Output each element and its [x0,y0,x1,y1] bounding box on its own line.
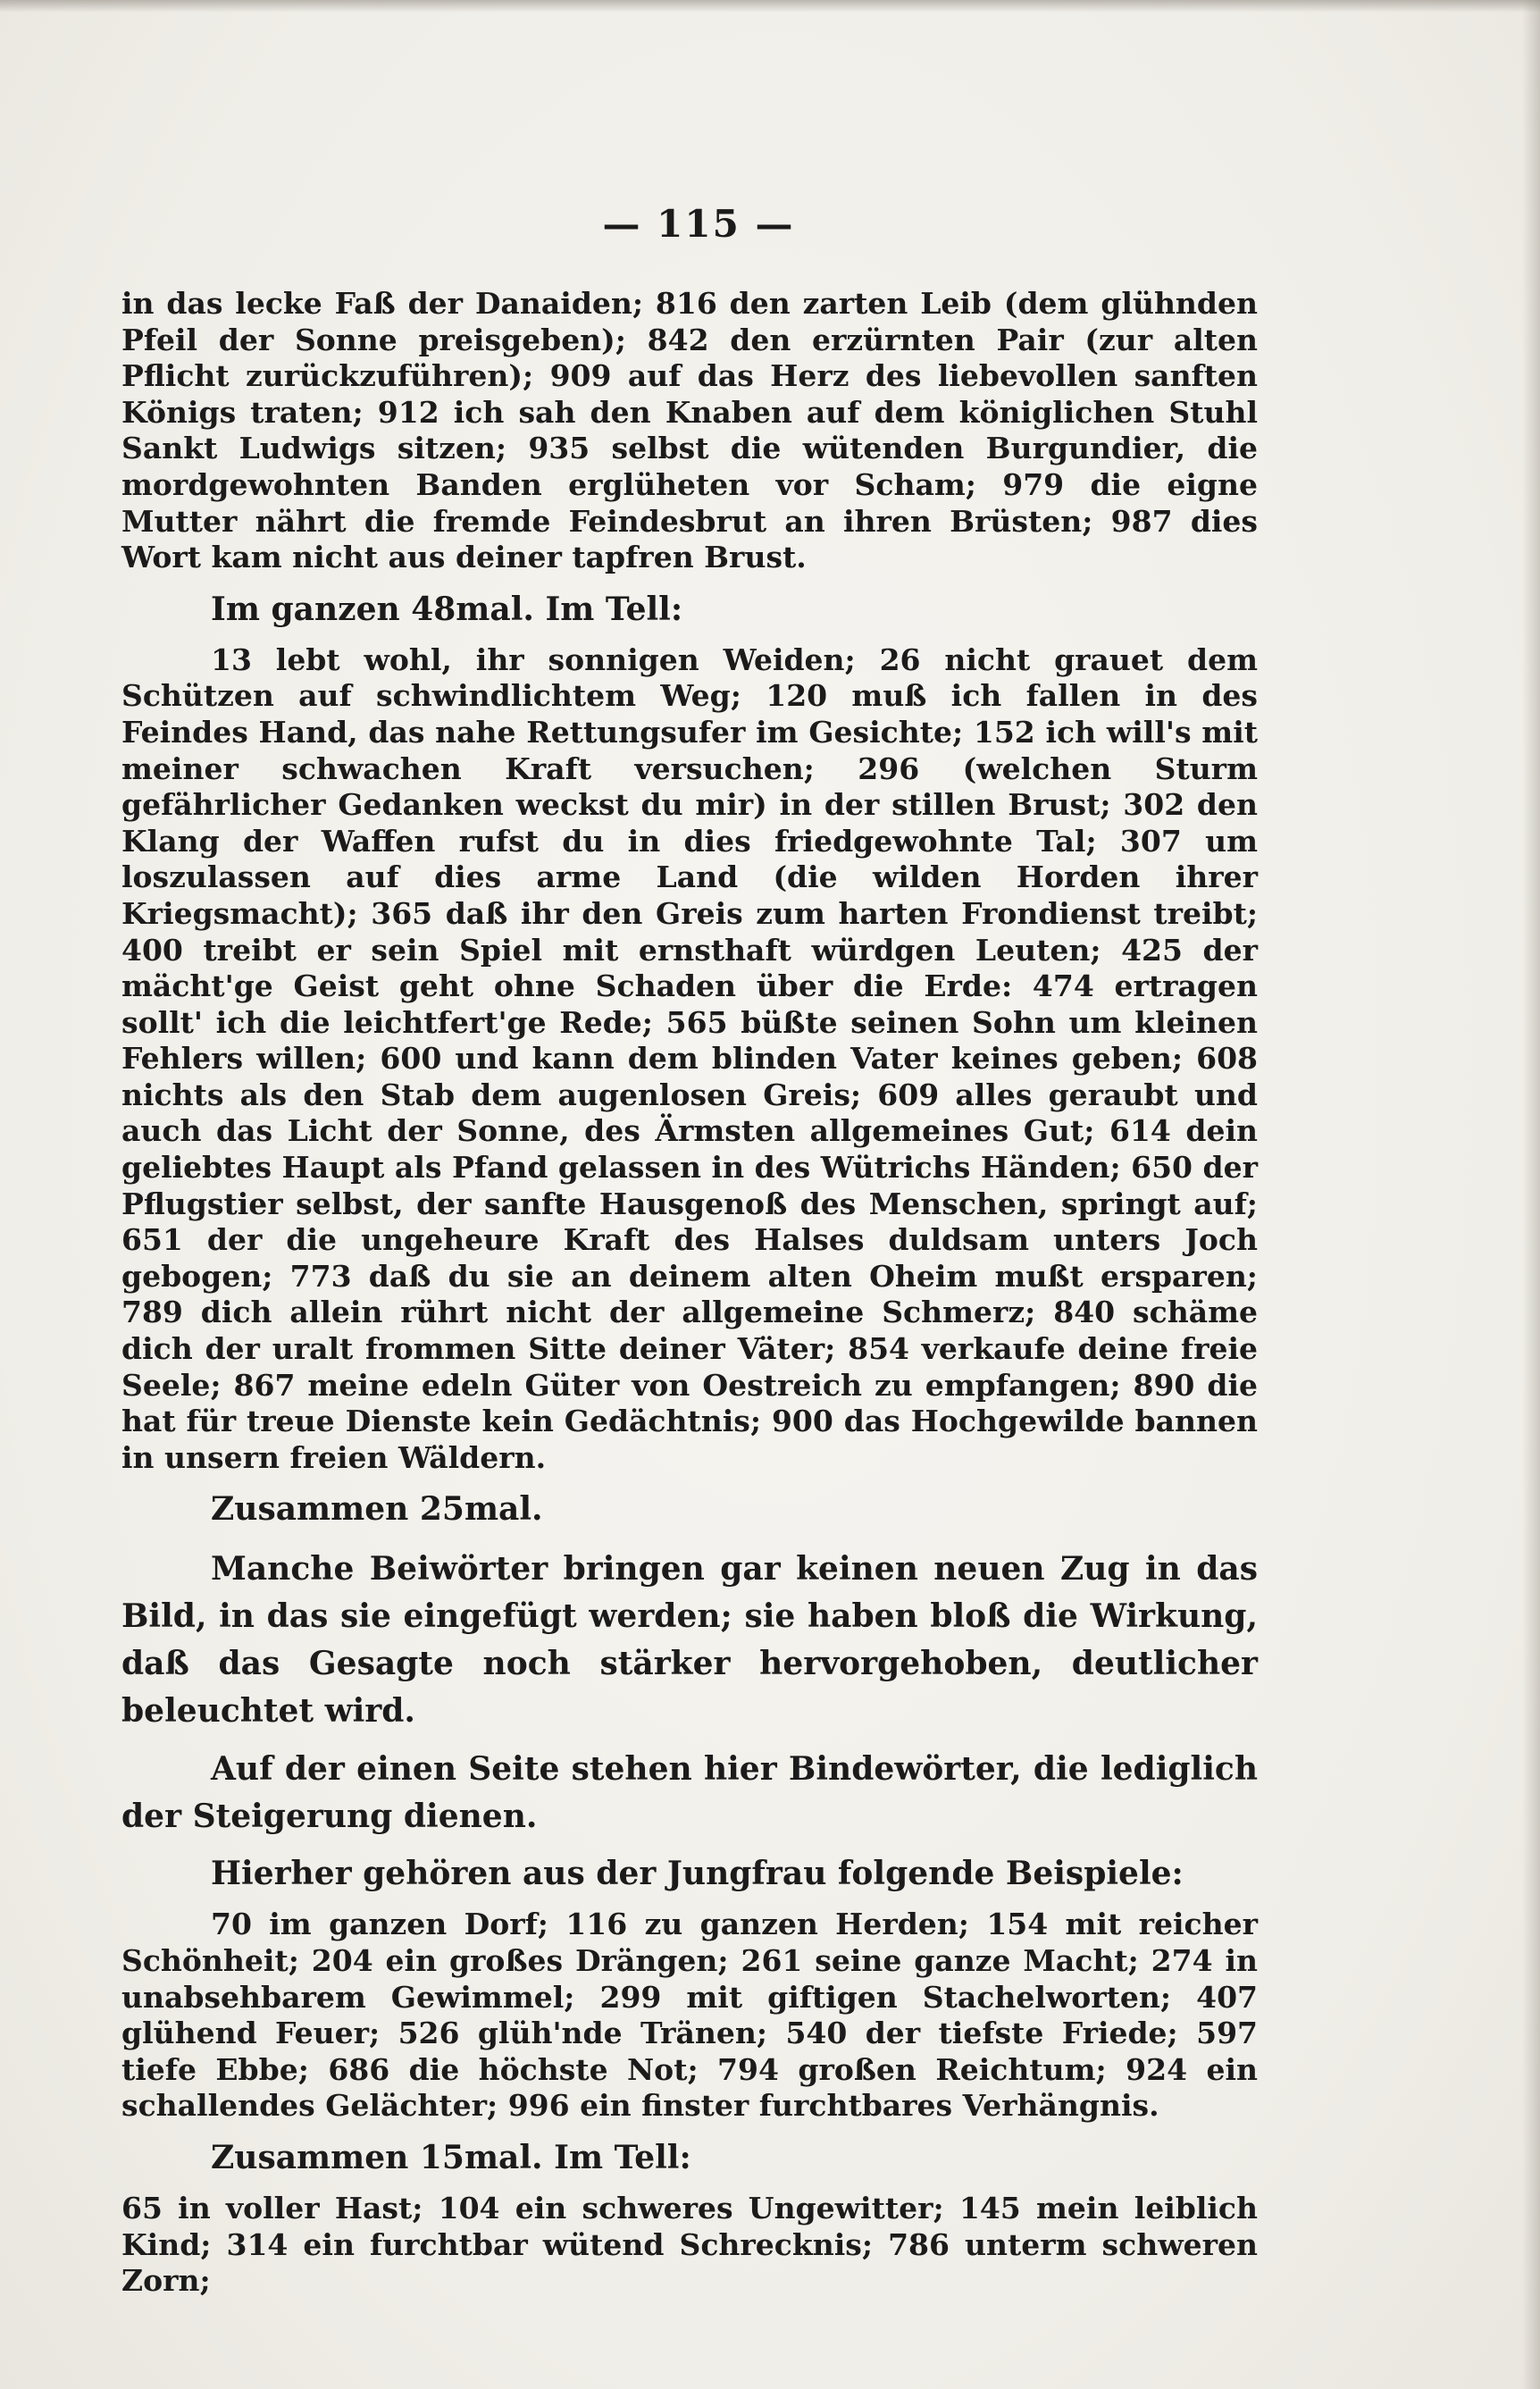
heading-jungfrau-examples: Hierher gehören aus der Jungfrau folgende Beispiele: [211,1855,1184,1893]
paragraph-bindewoerter: Auf der einen Seite stehen hier Bindewörter, die lediglich der Steigerung dienen. [121,1750,1258,1836]
page-content [121,202,1258,2300]
paragraph-tell-examples-2: 65 in voller Hast; 104 ein schweres Ungewitter; 145 mein leiblich Kind; 314 ein furchtbar wütend Schrecknis; 786 unterm schweren Zorn; [121,2190,1258,2299]
scan-shadow-right [1522,0,1540,2389]
page-number: — 115 — [602,202,795,246]
heading-total-25: Zusammen 25mal. [211,1490,543,1529]
paragraph-jungfrau-examples: 70 im ganzen Dorf; 116 zu ganzen Herden; 154 mit reicher Schönheit; 204 ein großes Drängen; 261 seine ganze Macht; 274 in unabsehbarem Gewimmel; 299 mit giftigen Stachelworten; 407 glühend Feuer; 526 glüh'nde Tränen; 540 der tiefste Friede; 597 tiefe Ebbe; 686 die höchste Not; 794 großen Reichtum; 924 ein schallendes Gelächter; 996 ein finster furchtbares Verhängnis. [121,1907,1258,2124]
paragraph-beiwoerter: Manche Beiwörter bringen gar keinen neuen Zug in das Bild, in das sie eingefügt werden; sie haben bloß die Wirkung, daß das Gesagte noch stärker hervorgehoben, deutlicher beleuchtet wird. [121,1550,1258,1731]
heading-total-15-tell: Zusammen 15mal. Im Tell: [211,2138,691,2176]
paragraph-jungfrau-continued: in das lecke Faß der Danaiden; 816 den zarten Leib (dem glühnden Pfeil der Sonne preisgeben); 842 den erzürnten Pair (zur alten Pflicht zurückzuführen); 909 auf das Herz des liebevollen sanften Königs traten; 912 ich sah den Knaben auf dem königlichen Stuhl Sankt Ludwigs sitzen; 935 selbst die wütenden Burgundier, die mordgewohnten Banden erglüheten vor Scham; 979 die eigne Mutter nährt die fremde Feindesbrut an ihren Brüsten; 987 dies Wort kam nicht aus deiner tapfren Brust. [121,286,1258,575]
scan-shadow-top [0,0,1540,13]
heading-count-tell: Im ganzen 48mal. Im Tell: [211,590,683,628]
paragraph-tell-examples: 13 lebt wohl, ihr sonnigen Weiden; 26 nicht grauet dem Schützen auf schwindlichtem Weg; 120 muß ich fallen in des Feindes Hand, das nahe Rettungsufer im Gesichte; 152 ich will's mit meiner schwachen Kraft versuchen; 296 (welchen Sturm gefährlicher Gedanken weckst du mir) in der stillen Brust; 302 den Klang der Waffen rufst du in dies friedgewohnte Tal; 307 um loszulassen auf dies arme Land (die wilden Horden ihrer Kriegsmacht); 365 daß ihr den Greis zum harten Frondienst treibt; 400 treibt er sein Spiel mit ernsthaft würdgen Leuten; 425 der mächt'ge Geist geht ohne Schaden über die Erde: 474 ertragen sollt' ich die leichtfert'ge Rede; 565 büßte seinen Sohn um kleinen Fehlers willen; 600 und kann dem blinden Vater keines geben; 608 nichts als den Stab dem augenlosen Greis; 609 alles geraubt und auch das Licht der Sonne, des Ärmsten allgemeines Gut; 614 dein geliebtes Haupt als Pfand gelassen in des Wütrichs Händen; 650 der Pflugstier selbst, der sanfte Hausgenoß des Menschen, springt auf; 651 der die ungeheure Kraft des Halses duldsam unters Joch gebogen; 773 daß du sie an deinem alten Oheim mußt ersparen; 789 dich allein rührt nicht der allgemeine Schmerz; 840 schäme dich der uralt frommen Sitte deiner Väter; 854 verkaufe deine freie Seele; 867 meine edeln Güter von Oestreich zu empfangen; 890 die hat für treue Dienste kein Gedächtnis; 900 das Hochgewilde bannen in unsern freien Wäldern. [121,641,1258,1475]
